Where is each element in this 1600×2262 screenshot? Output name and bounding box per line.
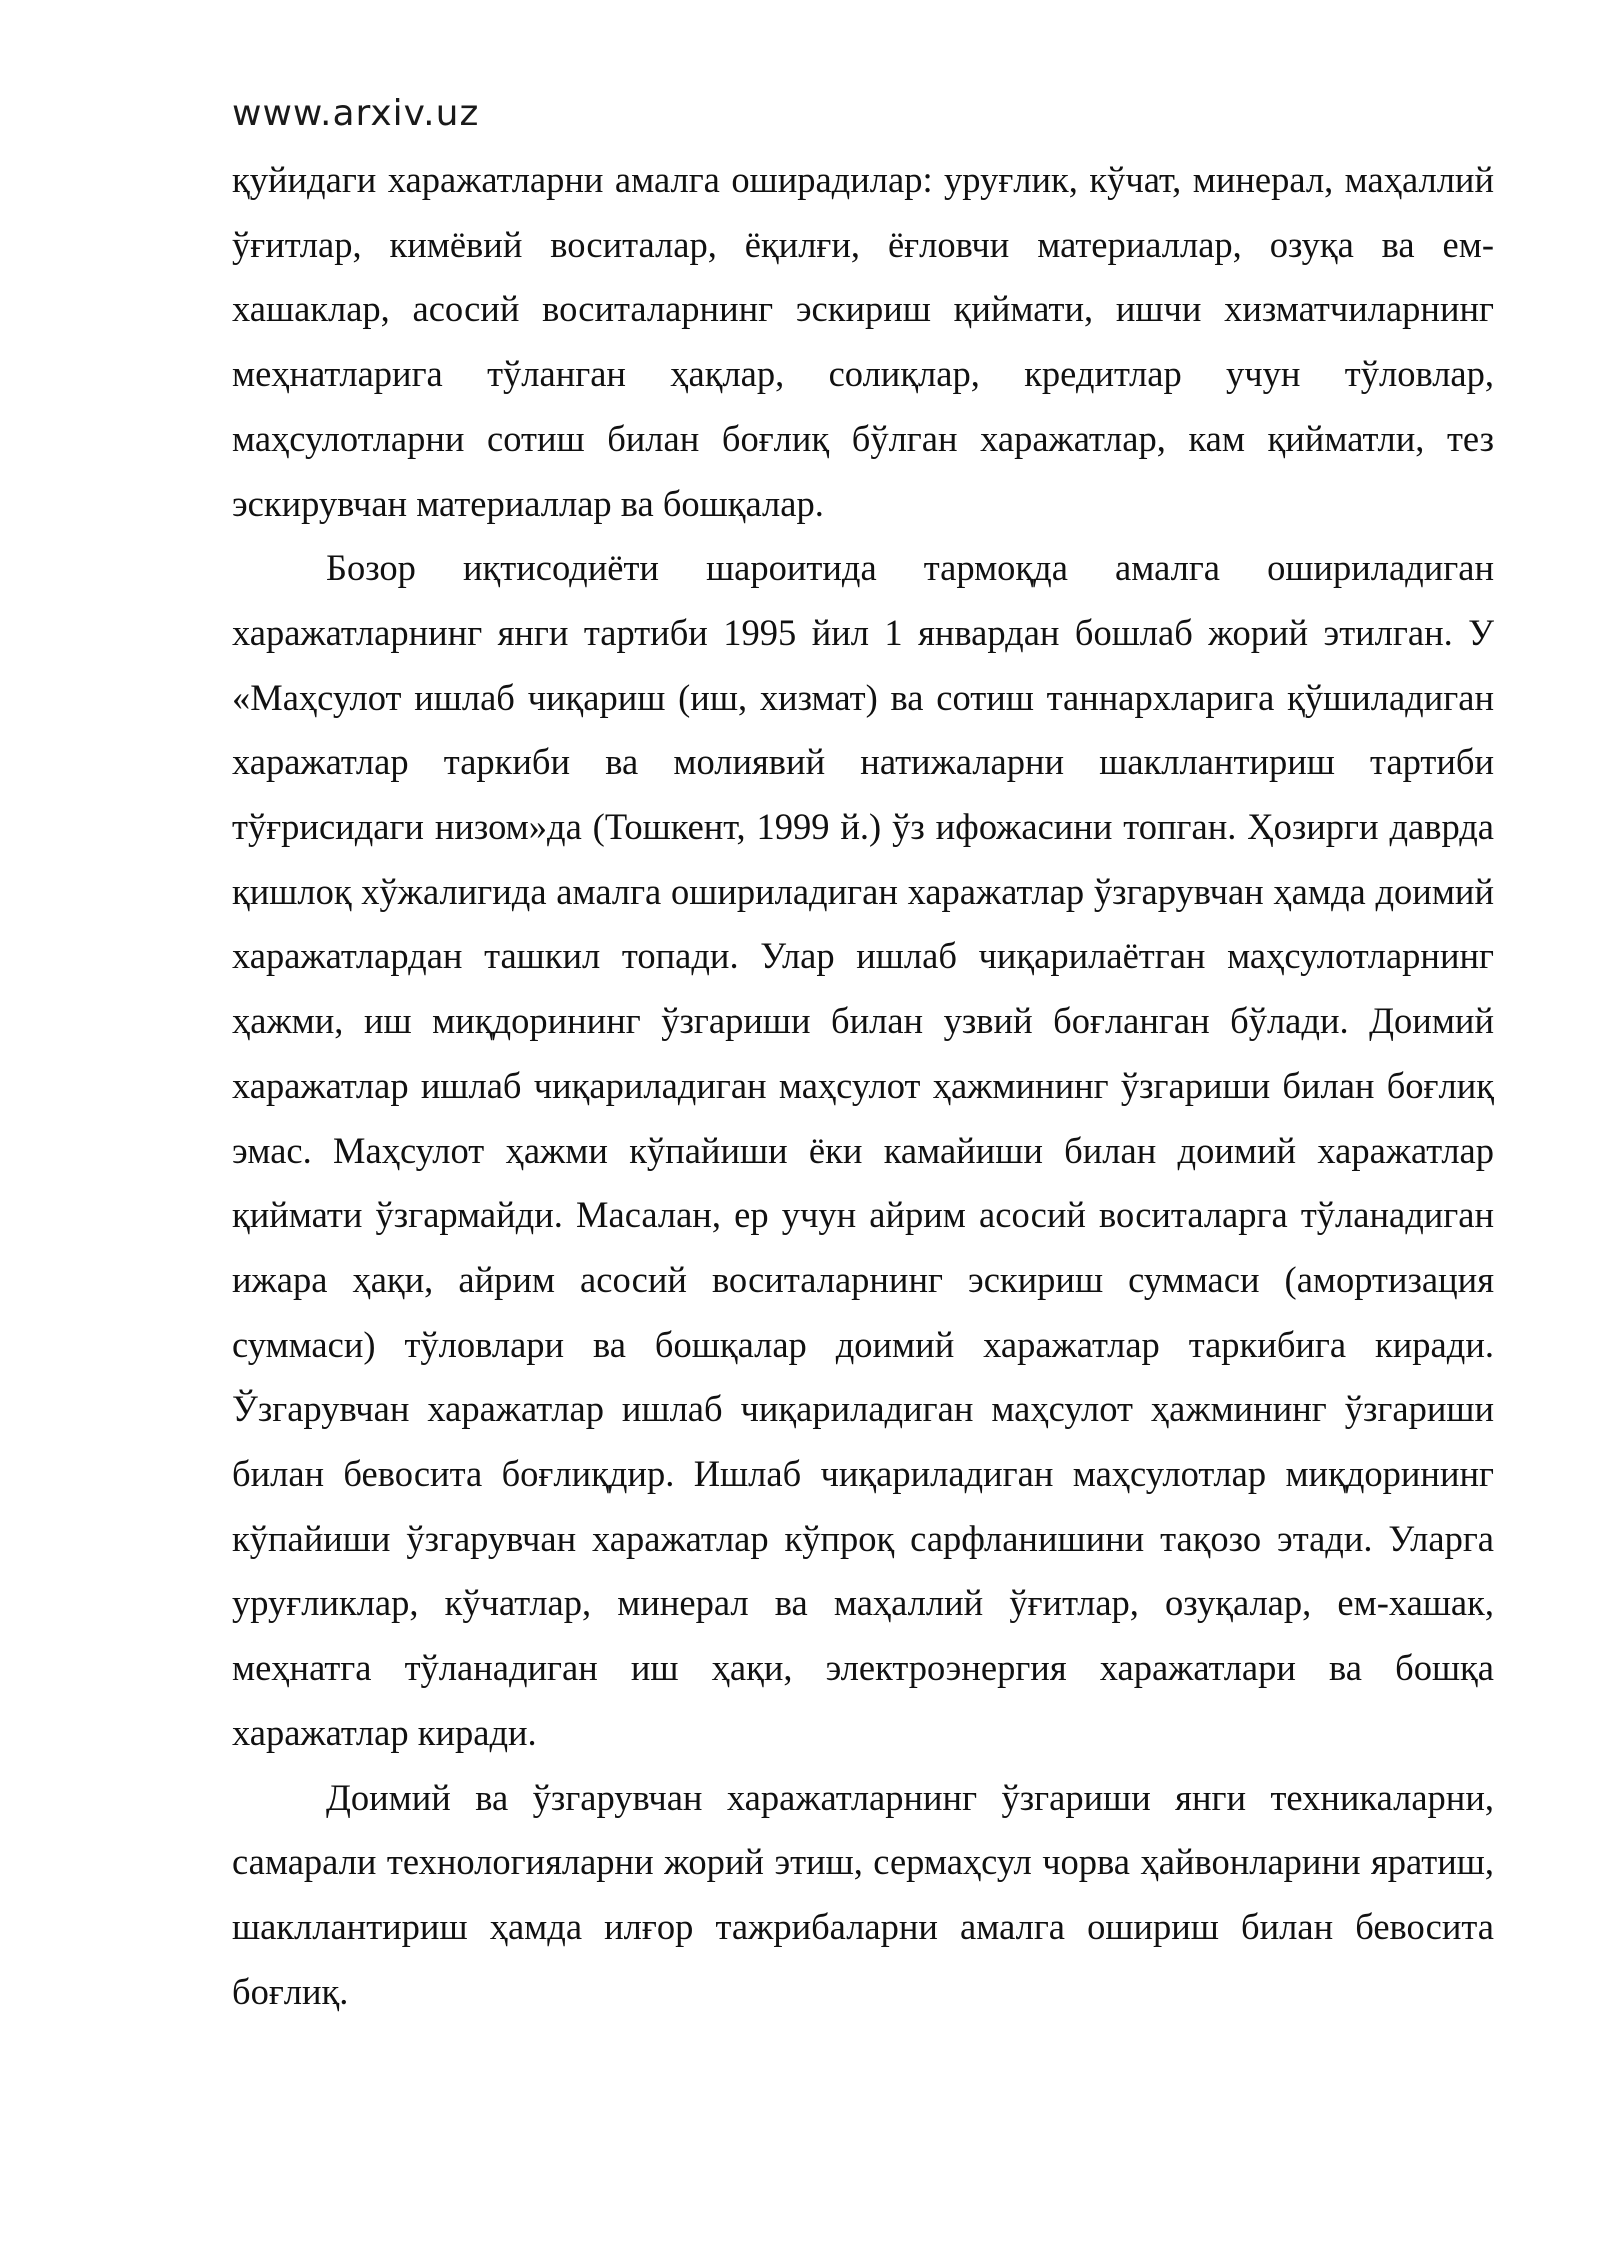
paragraph-market-economy: Бозор иқтисодиёти шароитида тармоқда амалга ошириладиган харажатларнинг янги тартиби 1995 йил 1 январдан бошлаб жорий этилган. У «Маҳсулот ишлаб чиқариш (иш, хизмат) ва сотиш таннархларига қўшиладиган харажатлар таркиби ва молиявий натижаларни шакллантириш тартиби тўғрисидаги низом»да (Тошкент, 1999 й.) ўз ифожасини топган. Ҳозирги даврда қишлоқ хўжалигида амалга ошириладиган харажатлар ўзгарувчан ҳамда доимий харажатлардан ташкил топади. Улар ишлаб чиқарилаётган маҳсулотларнинг ҳажми, иш миқдорининг ўзгариши билан узвий боғланган бўлади. Доимий харажатлар ишлаб чиқариладиган маҳсулот ҳажмининг ўзгариши билан боғлиқ эмас. Маҳсулот ҳажми кўпайиши ёки камайиши билан доимий харажатлар қиймати ўзгармайди. Масалан, ер учун айрим асосий воситаларга тўланадиган ижара ҳақи, айрим асосий воситаларнинг эскириш суммаси (амортизация суммаси) тўловлари ва бошқалар доимий харажатлар таркибига киради. Ўзгарувчан харажатлар ишлаб чиқариладиган маҳсулот ҳажмининг ўзгариши билан бевосита боғлиқдир. Ишлаб чиқариладиган маҳсулотлар миқдорининг кўпайиши ўзгарувчан харажатлар кўпроқ сарфланишини тақозо этади. Уларга уруғликлар, кўчатлар, минерал ва маҳаллий ўғитлар, озуқалар, ем-хашак, меҳнатга тўланадиган иш ҳақи, электроэнергия харажатлари ва бошқа харажатлар киради. [232, 547, 1494, 1753]
paragraph-continuation: қуйидаги харажатларни амалга оширадилар: уруғлик, кўчат, минерал, маҳаллий ўғитлар, кимёвий воситалар, ёқилғи, ёғловчи материаллар, озуқа ва ем-хашаклар, асосий воситаларнинг эскириш қиймати, ишчи хизматчиларнинг меҳнатларига тўланган ҳақлар, солиқлар, кредитлар учун тўловлар, маҳсулотларни сотиш билан боғлиқ бўлган харажатлар, кам қийматли, тез эскирувчан материаллар ва бошқалар. [232, 159, 1494, 524]
paragraph-cost-changes: Доимий ва ўзгарувчан харажатларнинг ўзгариши янги техникаларни, самарали технологияларни жорий этиш, сермаҳсул чорва ҳайвонларини яратиш, шакллантириш ҳамда илғор тажрибаларни амалга ошириш билан бевосита боғлиқ. [232, 1776, 1494, 2012]
body-text [232, 148, 1494, 2024]
site-url-header: www.arxiv.uz [232, 93, 480, 134]
